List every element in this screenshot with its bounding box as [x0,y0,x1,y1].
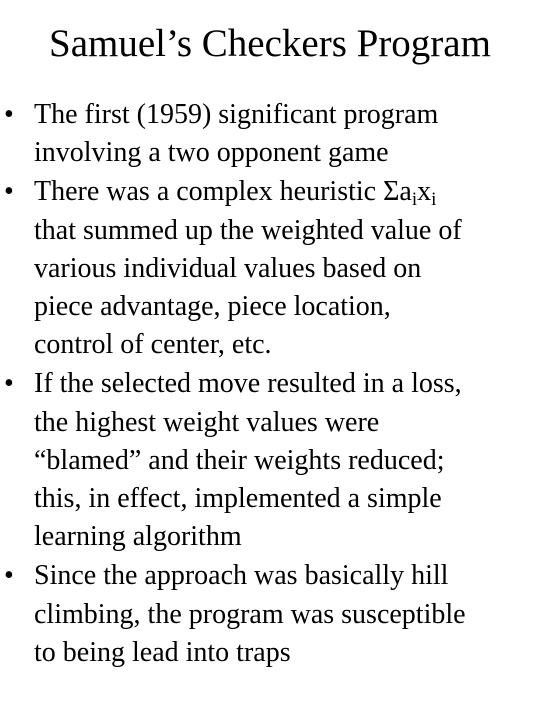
bullet-line: control of center, etc. [34,329,272,361]
formula-subscript-a: i [411,189,418,211]
bullet-line: Since the approach was basically hill [34,560,449,592]
bullet-mark: • [4,560,14,592]
bullet-line: learning algorithm [34,521,242,553]
bullet-line: If the selected move resulted in a loss, [34,368,462,400]
bullet-mark: • [4,368,14,400]
bullet-item-heuristic [0,173,540,364]
bullet-line: “blamed” and their weights reduced; [34,444,445,476]
bullet-list [0,96,540,672]
bullet-item-blame-weights [0,365,540,556]
formula-prefix: There was a complex heuristic Σa [34,176,412,208]
bullet-line: this, in effect, implemented a simple [34,483,442,515]
bullet-mark: • [4,176,14,208]
bullet-item-hill-climbing [0,557,540,672]
bullet-line: various individual values based on [34,252,422,284]
formula-subscript-x: i [431,189,437,211]
bullet-line: the highest weight values were [34,406,380,438]
bullet-line: climbing, the program was susceptible [34,598,466,630]
bullet-mark: • [4,99,14,130]
bullet-line-formula [34,173,540,211]
bullet-line: involving a two opponent game [34,137,389,169]
formula-x: x [417,176,432,208]
bullet-item-first-program [0,96,540,172]
slide-title: Samuel’s Checkers Program [49,22,491,65]
bullet-line: to being lead into traps [34,636,291,668]
bullet-line: piece advantage, piece location, [34,291,391,323]
bullet-line: The first (1959) significant program [34,99,439,130]
bullet-line: that summed up the weighted value of [34,214,462,246]
